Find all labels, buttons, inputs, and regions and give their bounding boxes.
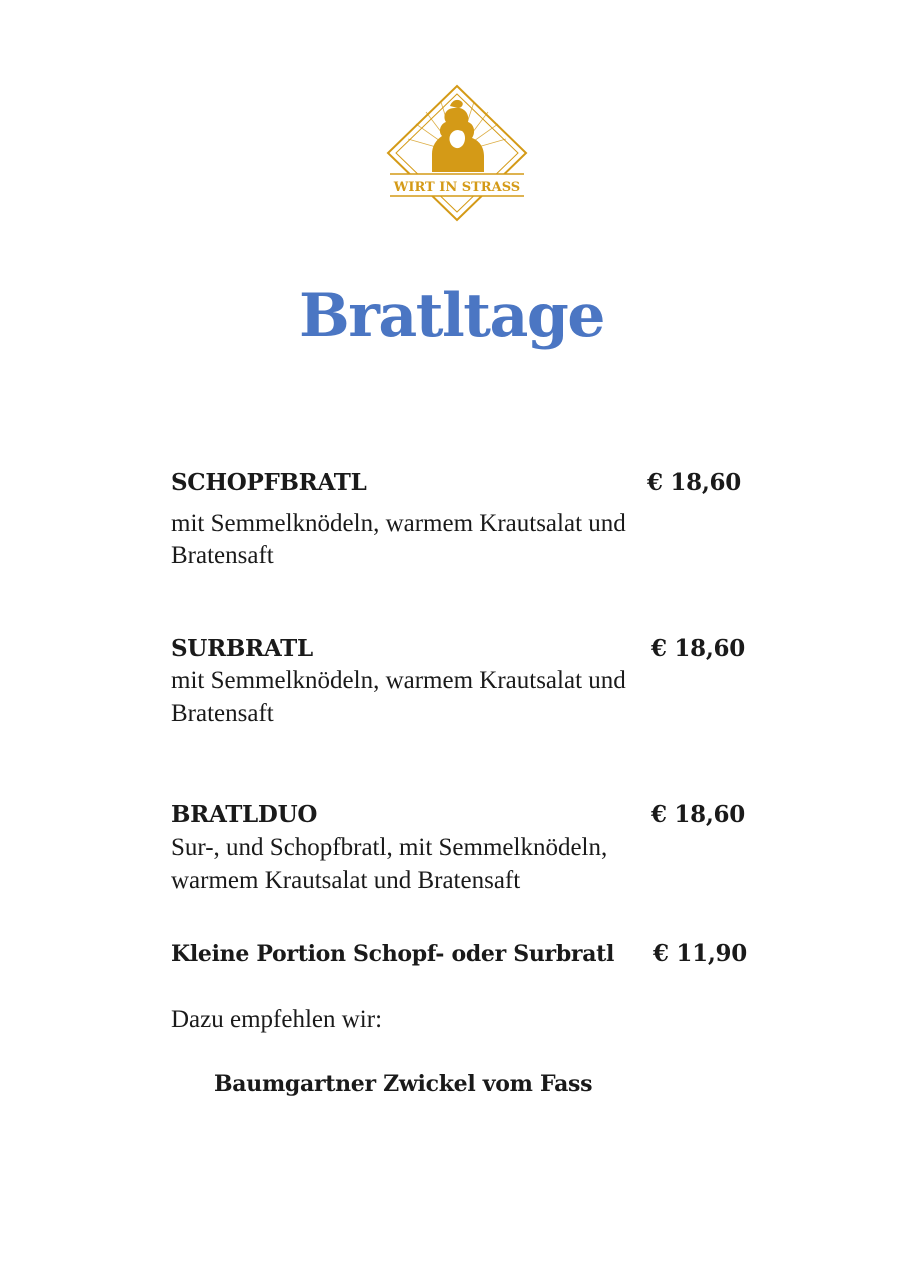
logo-emblem-icon (386, 84, 528, 222)
logo (386, 84, 528, 222)
dish-desc-schopfbratl-line1: mit Semmelknödeln, warmem Krautsalat und (171, 510, 626, 537)
dish-desc-bratlduo-line1: Sur-, und Schopfbratl, mit Semmelknödeln, (171, 834, 608, 861)
dish-desc-surbratl-line2: Bratensaft (171, 700, 274, 727)
dish-name-surbratl: SURBRATL (171, 635, 313, 662)
logo-text: WIRT IN STRASS (393, 180, 521, 195)
dish-price-kleine-portion: € 11,90 (653, 940, 747, 967)
dish-price-bratlduo: € 18,60 (651, 801, 745, 828)
recommendation-label: Dazu empfehlen wir: (171, 1006, 383, 1033)
dish-price-surbratl: € 18,60 (651, 635, 745, 662)
dish-name-bratlduo: BRATLDUO (171, 801, 318, 828)
dish-name-schopfbratl: SCHOPFBRATL (171, 469, 367, 496)
dish-desc-schopfbratl-line2: Bratensaft (171, 542, 274, 569)
dish-desc-bratlduo-line2: warmem Krautsalat und Bratensaft (171, 867, 521, 894)
recommendation-item: Baumgartner Zwickel vom Fass (214, 1071, 593, 1097)
dish-desc-surbratl-line1: mit Semmelknödeln, warmem Krautsalat und (171, 667, 626, 694)
dish-name-kleine-portion: Kleine Portion Schopf- oder Surbratl (171, 941, 615, 967)
dish-price-schopfbratl: € 18,60 (647, 469, 741, 496)
page-title: Bratltage (299, 281, 604, 351)
